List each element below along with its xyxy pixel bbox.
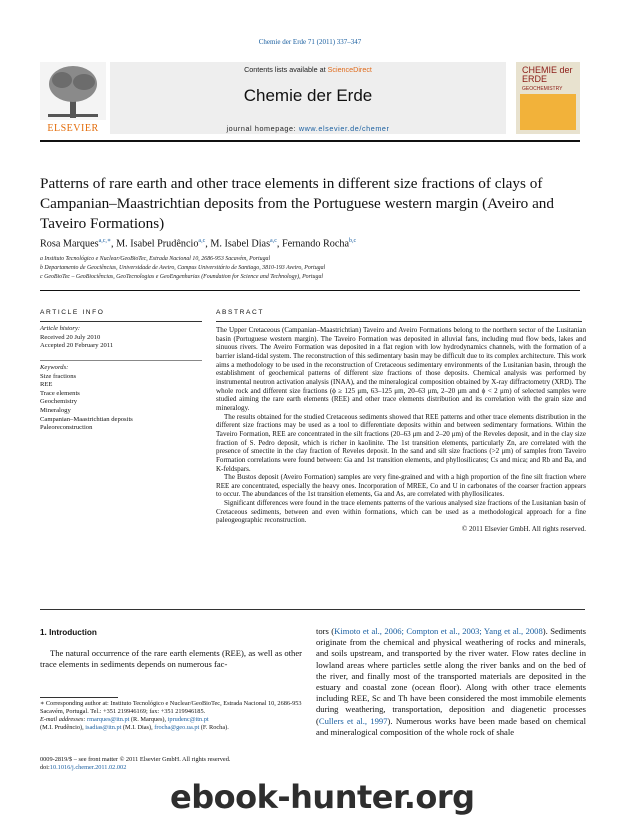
- issn: 0009-2819/$ – see front matter © 2011 Elsevier GmbH. All rights reserved.: [40, 756, 231, 763]
- abstract-end-rule: [40, 609, 585, 610]
- keyword: REE: [40, 381, 53, 389]
- copyright: © 2011 Elsevier GmbH. All rights reserved.: [461, 525, 586, 534]
- email-owner: (M.I. Dias),: [121, 724, 155, 732]
- abstract-rule: [216, 321, 582, 322]
- citation-link[interactable]: Kimoto et al., 2006; Compton et al., 2003; Yang et al., 2008: [334, 626, 543, 636]
- intro-text-right: [316, 626, 586, 738]
- email-label: E-mail addresses:: [40, 716, 86, 724]
- info-rule: [40, 360, 202, 361]
- email-owner: (F. Rocha).: [199, 724, 229, 732]
- email-owner: (R. Marques),: [129, 716, 168, 724]
- abstract-paragraph: The Upper Cretaceous (Campanian–Maastrichtian) Taveiro and Aveiro Formations belong to the northern sector of the Lusitanian basin (Portuguese western margin). The Taveiro Formation was deposited in alluvial fans, including mud flow beds, lakes and sinuous rivers. The Aveiro Formation was deposited in a flat region with low hydrodynamics channels, with the formation of a barrier island-tidal system. The reconstruction of this sedimentary basin may be difficult due to its complex architecture. This work aims a methodology to be used in the reconstruction of Cretaceous sedimentary environments of the Lusitanian basin, through the establishment of geochemical patterns of different size fractions of those deposits. Chemical analysis was performed by instrumental neutron activation analysis (INAA), and the mineralogical composition obtained by X-ray diffractometry (XRD). The whole rock and different size fractions (ϕ ≥ 125 μm, 63–125 μm, 20–63 μm, 2–20 μm and ϕ < 2 μm) of selected samples were studied aiming the rare earth elements (REE) and other trace elements distribution and its correlation with the grain size and mineralogy.: [216, 326, 586, 412]
- intro-text: tors (: [316, 626, 335, 636]
- contents-prefix: Contents lists available at: [244, 65, 328, 74]
- intro-text-left: The natural occurrence of the rare earth elements (REE), as well as other trace elements in sediments depends on numerous fac-: [40, 648, 302, 670]
- author-sup[interactable]: b,c: [349, 238, 357, 244]
- keyword: Mineralogy: [40, 406, 71, 414]
- received-date: Received 20 July 2010: [40, 333, 101, 341]
- author-name[interactable]: M. Isabel Dias: [210, 238, 271, 250]
- doi-label: doi:: [40, 764, 50, 772]
- keyword: Paleoreconstruction: [40, 424, 93, 432]
- email-line-2: [40, 724, 302, 732]
- contents-line: [110, 65, 506, 74]
- keywords-label: Keywords:: [40, 364, 69, 371]
- email-owner: (M.I. Prudêncio),: [40, 724, 86, 732]
- keyword: Size fractions: [40, 372, 77, 380]
- keywords: [40, 364, 202, 433]
- article-history: [40, 325, 202, 351]
- issn-block: [40, 756, 302, 772]
- watermark-text: ebook-hunter.org: [170, 778, 475, 816]
- author-sup[interactable]: a,c: [198, 238, 206, 244]
- affiliation: c GeoBioTec – GeoBiociências, GeoTecnologias e GeoEngenharias (Foundation for Science and Technology), Portugal: [40, 274, 324, 280]
- footnotes: [40, 700, 302, 732]
- homepage-line: [110, 124, 506, 133]
- author-list: Rosa Marques$^{a,c,∗}$, M. Isabel Prudêncio$^{a,c}$, M. Isabel Dias$^{a,c}$, Fernando Rocha$^{b,c}$: [40, 238, 357, 250]
- footnote-rule: [40, 697, 118, 698]
- keyword: Geochemistry: [40, 398, 77, 406]
- intro-text: ). Sediments originate from the chemical and physical weathering of rocks and minerals, and soils upstream, and transported by the river water. Flow rates decline in lowland areas where particles settle along the river banks and on the bed of the river, and finally most of the transported materials are deposited in the estuary and coastal zone (ocean floor). Along with other trace elements including REE, Sc and Th have been considered the most immobile elements during weathering, transportation, deposition and diagenetic processes (: [316, 626, 587, 726]
- abstract-paragraph: The Bustos deposit (Aveiro Formation) samples are very fine-grained and with a high proportion of the fine silt fraction where REE are concentrated, especially the heavy ones. Incorporation of MREE, Co and U in carbonates of the coarser fraction appears to occur. The abundances of the 1st transition elements, Ga and As, are correlated with phyllosilicates.: [216, 473, 586, 499]
- article-title: Patterns of rare earth and other trace elements in different size fractions of clays of Campanian–Maastrichtian deposits from the Portuguese western margin (Aveiro and Taveiro Formations): [40, 175, 554, 232]
- keyword: Campanian–Maastrichtian deposits: [40, 415, 133, 423]
- corresponding-author-note: ∗ Corresponding author at: Instituto Tecnológico e Nuclear/GeoBioTec, Estrada Nacional 10, 2686-953 Sacavém, Portugal. Tel.: +351 219946169; fax: +351 219946185.: [40, 700, 302, 716]
- doi-link[interactable]: 10.1016/j.chemer.2011.02.002: [49, 764, 127, 772]
- citation-link[interactable]: Cullers et al., 1997: [318, 715, 388, 726]
- homepage-link[interactable]: www.elsevier.de/chemer: [298, 124, 390, 133]
- email-link[interactable]: isadias@itn.pt: [85, 724, 122, 732]
- author-name[interactable]: M. Isabel Prudêncio: [116, 238, 199, 250]
- email-link[interactable]: rmarques@itn.pt: [87, 716, 130, 724]
- email-line: [40, 716, 302, 724]
- doi-line: [40, 764, 302, 772]
- sciencedirect-link[interactable]: ScienceDirect: [327, 65, 372, 74]
- history-label: Article history:: [40, 325, 81, 332]
- publisher-logo-text: ELSEVIER: [47, 123, 99, 134]
- journal-reference[interactable]: Chemie der Erde 71 (2011) 337–347: [258, 38, 362, 46]
- journal-title: Chemie der Erde: [243, 86, 373, 105]
- affiliation: a Instituto Tecnológico e Nuclear/GeoBioTec, Estrada Nacional 10, 2686-953 Sacavém, Portugal: [40, 256, 271, 262]
- accepted-date: Accepted 20 February 2011: [40, 342, 114, 350]
- article-info-heading: ARTICLE INFO: [40, 309, 105, 316]
- author-sup[interactable]: a,c: [270, 238, 277, 244]
- keyword: Trace elements: [40, 389, 80, 397]
- info-rule: [40, 321, 202, 322]
- header-rule: [40, 140, 580, 142]
- abstract-paragraph: Significant differences were found in the trace elements patterns of the various analysed size fractions of the Lusitanian basin of Cretaceous sediments, between and even within formations, which can be used as a methodological approach for a fine paleogeographic reconstruction.: [216, 499, 586, 525]
- author-name[interactable]: Rosa Marques: [40, 238, 99, 250]
- cover-subtitle: GEOCHEMISTRY: [522, 86, 563, 92]
- intro-text: ). Numerous works have been made based on chemical and mineralogical composition of the whole rock of shale: [316, 715, 586, 737]
- email-link[interactable]: frocha@geo.ua.pt: [154, 724, 200, 732]
- author-name[interactable]: Fernando Rocha: [281, 238, 350, 250]
- homepage-prefix: journal homepage:: [226, 124, 299, 133]
- cover-title: CHEMIE der ERDE: [522, 65, 573, 84]
- cover-image-band: [520, 94, 576, 130]
- section-heading: 1. Introduction: [40, 628, 97, 637]
- author-sup[interactable]: a,c,∗: [98, 238, 111, 244]
- affiliation: b Departamento de Geociências, Universidade de Aveiro, Campus Universitário de Santiago, 3810-193 Aveiro, Portugal: [40, 265, 326, 271]
- title-rule: [40, 290, 580, 291]
- abstract-paragraph: The results obtained for the studied Cretaceous sediments showed that REE patterns and other trace elements distribution in the different size fractions may be used as a tool to differentiate deposits within and between sedimentary formations. Within the Taveiro Formation, REE are concentrated in the silt fractions (20–63 μm and 2–20 μm) of the Reveles deposit, and in the clay size fraction of S. Pedro deposit, which is richer in kaolinite. The 1st transition elements, particularly Zn, are correlated with the presence of smectite in the clay fraction of Reveles deposit. In the sand and silt size fractions (>2 μm) of samples from Taveiro Formation correlations were found between: Ga and 1st transition elements, and phyllosilicates; Cs and mica; and Rb and Ba, and K-feldspars.: [216, 412, 586, 473]
- email-link[interactable]: iprudenc@itn.pt: [167, 716, 209, 724]
- abstract-body: [216, 326, 586, 534]
- abstract-heading: ABSTRACT: [216, 309, 264, 316]
